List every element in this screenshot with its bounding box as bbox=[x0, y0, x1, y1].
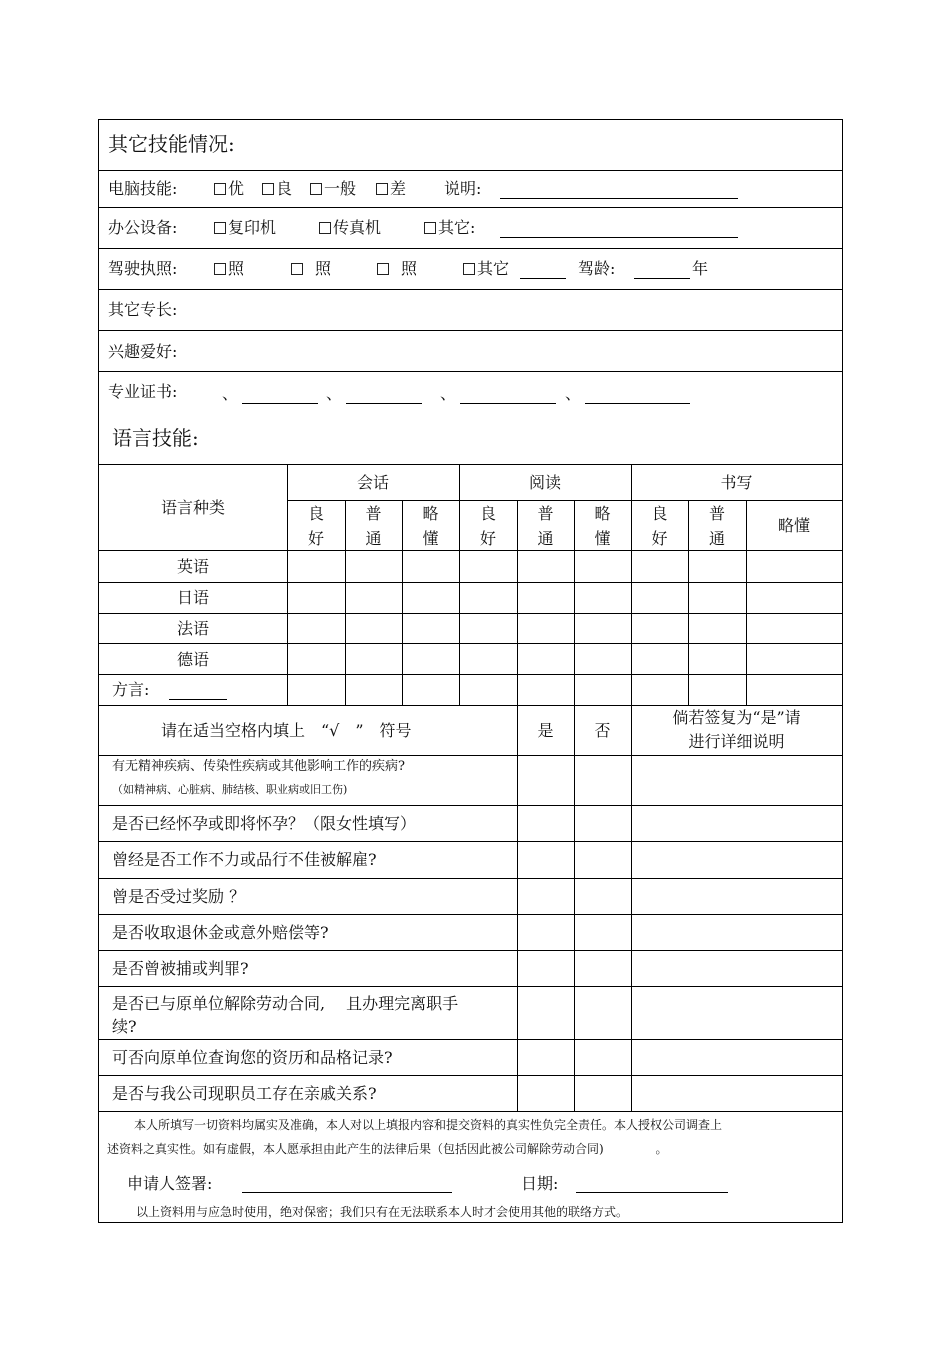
question-3: 曾经是否工作不力或品行不佳被解雇? bbox=[112, 850, 377, 869]
checkbox-icon[interactable] bbox=[310, 183, 322, 195]
grid-line bbox=[99, 1111, 842, 1112]
computer-option-poor[interactable]: 差 bbox=[376, 179, 406, 199]
declaration-line-2: 述资料之真实性。如有虚假，本人愿承担由此产生的法律后果（包括因此被公司解除劳动合同) 。 bbox=[107, 1142, 668, 1156]
office-equipment-label: 办公设备: bbox=[108, 218, 178, 237]
language-japanese: 日语 bbox=[176, 588, 209, 607]
checkbox-icon[interactable] bbox=[376, 183, 388, 195]
checkbox-icon[interactable] bbox=[262, 183, 274, 195]
license-option-1[interactable]: 照 bbox=[214, 259, 244, 279]
hobbies-label: 兴趣爱好: bbox=[108, 342, 178, 361]
level-average: 普 通 bbox=[708, 504, 725, 548]
question-1: 有无精神疾病、传染性疾病或其他影响工作的疾病? bbox=[112, 759, 405, 774]
question-5: 是否收取退休金或意外赔偿等? bbox=[112, 923, 329, 942]
driving-license-row bbox=[99, 249, 842, 290]
level-good: 良 好 bbox=[479, 504, 496, 548]
driving-years-field[interactable] bbox=[634, 278, 690, 279]
license-option-2[interactable]: 照 bbox=[291, 259, 331, 279]
grid-line bbox=[99, 582, 842, 583]
computer-skills-row bbox=[99, 171, 842, 208]
computer-option-excellent[interactable]: 优 bbox=[214, 179, 244, 199]
declaration-line-1: 本人所填写一切资料均属实及准确，本人对以上填报内容和提交资料的真实性负完全责任。本人授权公司调查上 bbox=[134, 1118, 723, 1132]
grid-line bbox=[99, 643, 842, 644]
question-8: 可否向原单位查询您的资历和品格记录? bbox=[112, 1048, 393, 1067]
answer-yes-header: 是 bbox=[537, 721, 554, 740]
question-2: 是否已经怀孕或即将怀孕？（限女性填写） bbox=[112, 814, 417, 833]
office-option-copier[interactable]: 复印机 bbox=[214, 218, 276, 238]
question-4: 曾是否受过奖励 ？ bbox=[112, 887, 246, 906]
checkbox-icon[interactable] bbox=[463, 263, 475, 275]
level-basic: 略懂 bbox=[777, 516, 810, 535]
driving-years-unit: 年 bbox=[692, 259, 709, 278]
date-field[interactable] bbox=[576, 1192, 728, 1193]
cert-field-2[interactable] bbox=[346, 403, 422, 404]
question-1-note: （如精神病、心脏病、肺结核、职业病或旧工伤) bbox=[112, 783, 348, 796]
dialect-label: 方言: bbox=[112, 680, 150, 699]
checkbox-icon[interactable] bbox=[214, 183, 226, 195]
cert-field-1[interactable] bbox=[242, 403, 318, 404]
cert-field-4[interactable] bbox=[585, 403, 690, 404]
language-french: 法语 bbox=[176, 619, 209, 638]
grid-line bbox=[99, 613, 842, 614]
signature-label: 申请人签署: bbox=[127, 1174, 213, 1193]
office-other-field[interactable] bbox=[500, 237, 738, 238]
explain-header: 倘若签复为“是”请 进行详细说明 bbox=[672, 708, 801, 751]
level-good: 良 好 bbox=[651, 504, 668, 548]
grid-line bbox=[631, 705, 632, 1111]
office-equipment-row bbox=[99, 208, 842, 249]
grid-line bbox=[517, 705, 518, 1111]
group-header-conversation: 会话 bbox=[356, 473, 389, 492]
grid-line bbox=[99, 986, 842, 987]
language-title: 语言技能: bbox=[112, 426, 199, 450]
specialty-row[interactable] bbox=[99, 290, 842, 331]
checkbox-icon[interactable] bbox=[214, 263, 226, 275]
group-header-writing: 书写 bbox=[720, 473, 753, 492]
dialect-field[interactable] bbox=[169, 699, 227, 700]
question-header: 请在适当空格内填上 “√ ” 符号 bbox=[161, 721, 412, 740]
hobbies-row[interactable] bbox=[99, 331, 842, 372]
certificates-label: 专业证书: bbox=[108, 382, 178, 401]
grid-line bbox=[99, 1039, 842, 1040]
grid-line bbox=[99, 755, 842, 756]
cert-separator: 、 bbox=[326, 384, 343, 403]
level-basic: 略 懂 bbox=[422, 504, 439, 548]
cert-separator: 、 bbox=[565, 384, 582, 403]
checkbox-icon[interactable] bbox=[424, 222, 436, 234]
date-label: 日期: bbox=[521, 1174, 559, 1193]
grid-line bbox=[99, 805, 842, 806]
checkbox-icon[interactable] bbox=[291, 263, 303, 275]
cert-separator: 、 bbox=[440, 384, 457, 403]
computer-skills-label: 电脑技能: bbox=[108, 179, 178, 198]
specialty-label: 其它专长: bbox=[108, 300, 178, 319]
computer-explain-label: 说明: bbox=[444, 179, 482, 198]
language-type-header: 语言种类 bbox=[160, 498, 225, 517]
checkbox-icon[interactable] bbox=[377, 263, 389, 275]
office-option-fax[interactable]: 传真机 bbox=[319, 218, 381, 238]
answer-no-header: 否 bbox=[594, 721, 611, 740]
grid-line bbox=[99, 950, 842, 951]
language-german: 德语 bbox=[176, 650, 209, 669]
question-7: 是否已与原单位解除劳动合同, 且办理完离职手 续? bbox=[112, 994, 459, 1036]
license-option-other[interactable]: 其它 bbox=[463, 259, 509, 279]
cert-field-3[interactable] bbox=[460, 403, 556, 404]
level-average: 普 通 bbox=[537, 504, 554, 548]
application-form-sheet bbox=[98, 119, 843, 1223]
driving-license-label: 驾驶执照: bbox=[108, 259, 178, 278]
computer-explain-field[interactable] bbox=[500, 198, 738, 199]
driving-years-label: 驾龄: bbox=[578, 259, 616, 278]
signature-field[interactable] bbox=[242, 1192, 452, 1193]
other-skills-title-row bbox=[99, 120, 842, 171]
privacy-footer: 以上资料用与应急时使用，绝对保密；我们只有在无法联系本人时才会使用其他的联络方式。 bbox=[136, 1205, 629, 1219]
grid-line bbox=[99, 914, 842, 915]
language-english: 英语 bbox=[176, 557, 209, 576]
grid-line bbox=[99, 841, 842, 842]
other-skills-title: 其它技能情况: bbox=[108, 132, 235, 156]
checkbox-icon[interactable] bbox=[214, 222, 226, 234]
office-option-other[interactable]: 其它: bbox=[424, 218, 475, 238]
cert-separator: 、 bbox=[222, 384, 239, 403]
group-header-reading: 阅读 bbox=[528, 473, 561, 492]
license-other-field[interactable] bbox=[520, 278, 566, 279]
level-good: 良 好 bbox=[307, 504, 324, 548]
grid-line bbox=[99, 674, 842, 675]
question-9: 是否与我公司现职员工存在亲戚关系? bbox=[112, 1084, 377, 1103]
question-6: 是否曾被捕或判罪? bbox=[112, 959, 249, 978]
computer-option-good[interactable]: 良 bbox=[262, 179, 292, 199]
grid-line bbox=[99, 1075, 842, 1076]
license-option-3[interactable]: 照 bbox=[377, 259, 417, 279]
level-average: 普 通 bbox=[365, 504, 382, 548]
level-basic: 略 懂 bbox=[594, 504, 611, 548]
computer-option-average[interactable]: 一般 bbox=[310, 179, 356, 199]
certificates-row bbox=[99, 372, 842, 412]
grid-line bbox=[99, 878, 842, 879]
checkbox-icon[interactable] bbox=[319, 222, 331, 234]
language-title-row bbox=[99, 412, 842, 465]
grid-line bbox=[574, 705, 575, 1111]
